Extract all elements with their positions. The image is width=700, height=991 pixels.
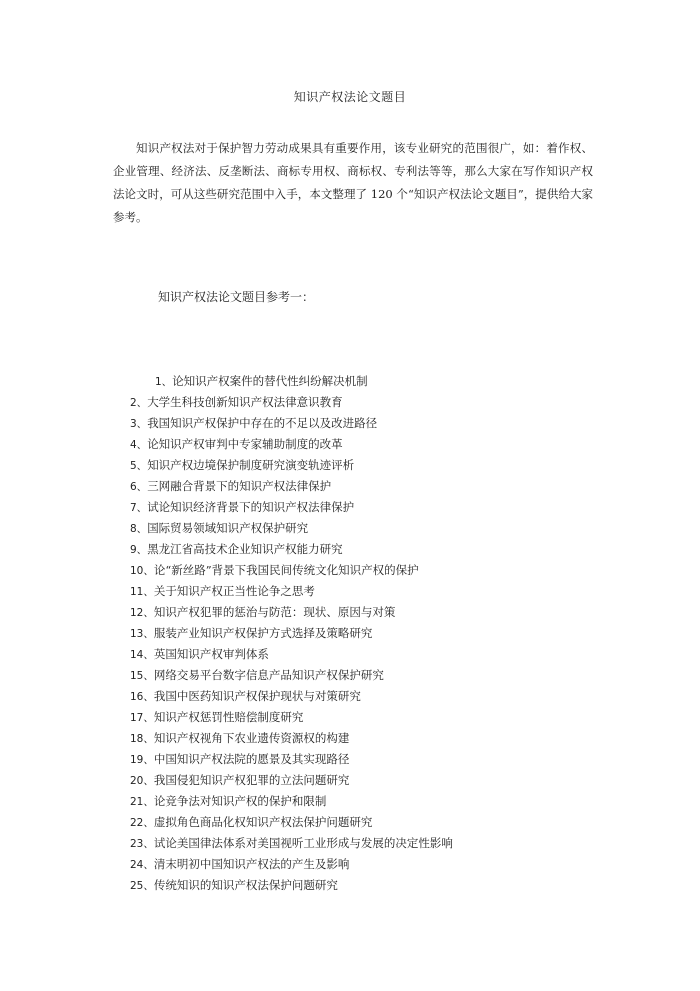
topic-number: 19、 [130, 754, 154, 766]
topic-text: 论知识产权审判中专家辅助制度的改革 [147, 437, 343, 451]
topic-item [130, 602, 453, 623]
topic-item [130, 476, 453, 497]
topic-number: 6、 [130, 481, 148, 493]
topic-text: 网络交易平台数字信息产品知识产权保护研究 [153, 668, 384, 682]
topic-number: 25、 [130, 880, 154, 892]
topic-list [130, 371, 453, 896]
topic-text: 关于知识产权正当性论争之思考 [153, 584, 315, 598]
topic-number: 13、 [130, 628, 154, 640]
topic-text: 试论美国律法体系对美国视听工业形成与发展的决定性影响 [153, 836, 453, 850]
topic-item [130, 392, 453, 413]
topic-item [130, 623, 453, 644]
topic-text: 知识产权犯罪的惩治与防范：现状、原因与对策 [153, 605, 396, 619]
topic-item [130, 455, 453, 476]
topic-number: 5、 [130, 460, 148, 472]
topic-number: 9、 [130, 544, 148, 556]
topic-number: 21、 [130, 796, 154, 808]
topic-text: 我国知识产权保护中存在的不足以及改进路径 [147, 416, 378, 430]
topic-text: 试论知识经济背景下的知识产权法律保护 [147, 500, 355, 514]
topic-text: 知识产权惩罚性赔偿制度研究 [153, 710, 304, 724]
topic-item [130, 875, 453, 896]
topic-text: 传统知识的知识产权法保护问题研究 [153, 878, 338, 892]
topic-text: 中国知识产权法院的愿景及其实现路径 [153, 752, 350, 766]
topic-text: 大学生科技创新知识产权法律意识教育 [147, 395, 343, 409]
section-heading: 知识产权法论文题目参考一： [158, 290, 315, 304]
topic-item [130, 728, 453, 749]
topic-number: 7、 [130, 502, 148, 514]
topic-number: 16、 [130, 691, 154, 703]
topic-number: 2、 [130, 397, 148, 409]
topic-text: 我国中医药知识产权保护现状与对策研究 [153, 689, 361, 703]
topic-text: 论知识产权案件的替代性纠纷解决机制 [172, 374, 368, 388]
topic-number: 22、 [130, 817, 154, 829]
document-title: 知识产权法论文题目 [293, 90, 407, 104]
intro-paragraph: 知识产权法对于保护智力劳动成果具有重要作用，该专业研究的范围很广，如：着作权、企业管理、经济法、反垄断法、商标专用权、商标权、专利法等等，那么大家在写作知识产权法论文时，可从这些研究范围中入手，本文整理了 120 个“知识产权法论文题目”，提供给大家参考。 [113, 141, 593, 224]
topic-item [130, 581, 453, 602]
topic-item [130, 854, 453, 875]
topic-item [130, 749, 453, 770]
topic-text: 论竞争法对知识产权的保护和限制 [153, 794, 327, 808]
topic-text: 我国侵犯知识产权犯罪的立法问题研究 [153, 773, 350, 787]
topic-number: 10、 [130, 565, 154, 577]
topic-number: 23、 [130, 838, 154, 850]
topic-text: 国际贸易领域知识产权保护研究 [147, 521, 309, 535]
topic-number: 17、 [130, 712, 154, 724]
topic-item [130, 770, 453, 791]
topic-item [130, 833, 453, 854]
topic-text: 虚拟角色商品化权知识产权法保护问题研究 [153, 815, 373, 829]
topic-number: 3、 [130, 418, 148, 430]
topic-number: 15、 [130, 670, 154, 682]
topic-number: 1、 [155, 376, 173, 388]
topic-number: 8、 [130, 523, 148, 535]
topic-text: 清末明初中国知识产权法的产生及影响 [153, 857, 350, 871]
topic-item [130, 539, 453, 560]
topic-item [130, 371, 453, 392]
topic-item [130, 707, 453, 728]
topic-text: 知识产权边境保护制度研究演变轨迹评析 [147, 458, 355, 472]
topic-number: 12、 [130, 607, 154, 619]
topic-text: 三网融合背景下的知识产权法律保护 [147, 479, 332, 493]
topic-item [130, 791, 453, 812]
topic-text: 服装产业知识产权保护方式选择及策略研究 [153, 626, 373, 640]
topic-text: 英国知识产权审判体系 [153, 647, 269, 661]
topic-text: 知识产权视角下农业遗传资源权的构建 [153, 731, 350, 745]
topic-number: 11、 [130, 586, 154, 598]
topic-item [130, 413, 453, 434]
topic-text: 黑龙江省高技术企业知识产权能力研究 [147, 542, 343, 556]
topic-item [130, 665, 453, 686]
topic-item [130, 497, 453, 518]
topic-item [130, 434, 453, 455]
topic-item [130, 812, 453, 833]
topic-number: 18、 [130, 733, 154, 745]
topic-item [130, 686, 453, 707]
topic-number: 20、 [130, 775, 154, 787]
topic-number: 4、 [130, 439, 148, 451]
topic-item [130, 560, 453, 581]
topic-item [130, 518, 453, 539]
topic-item [130, 644, 453, 665]
topic-text: 论“新丝路”背景下我国民间传统文化知识产权的保护 [153, 563, 419, 577]
topic-number: 24、 [130, 859, 154, 871]
topic-number: 14、 [130, 649, 154, 661]
